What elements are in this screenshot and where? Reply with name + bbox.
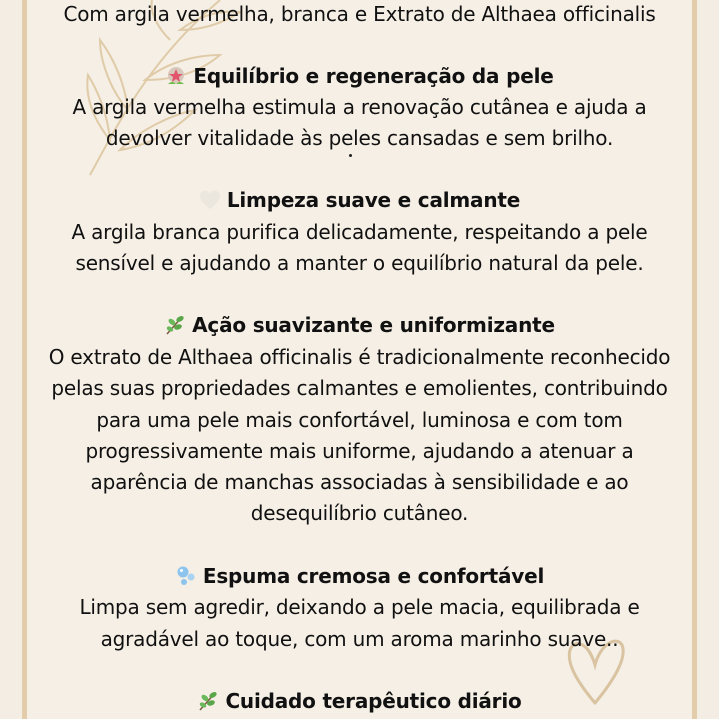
section-text-line: agradável ao toque, com um aroma marinho suave.. bbox=[100, 627, 619, 651]
section-text-line: aparência de manchas associadas à sensibilidade e ao bbox=[90, 470, 629, 494]
intro-text: Com argila vermelha, branca e Extrato de Althaea officinalis bbox=[63, 2, 656, 26]
section-text-line: devolver vitalidade às peles cansadas e sem brilho. bbox=[105, 126, 614, 150]
herb-sprig-icon bbox=[164, 314, 186, 336]
section-title-limpeza: Limpeza suave e calmante bbox=[27, 184, 692, 216]
section-title-equilibrio: Equilíbrio e regeneração da pele bbox=[27, 60, 692, 92]
section-title-cuidado: Cuidado terapêutico diário bbox=[27, 685, 692, 717]
section-text-line: O extrato de Althaea officinalis é tradicionalmente reconhecido bbox=[48, 345, 671, 369]
white-heart-icon bbox=[199, 189, 221, 211]
section-text-line: desequilíbrio cutâneo. bbox=[250, 501, 469, 525]
outer-margin-left bbox=[0, 0, 22, 719]
section-text-line: sensível e ajudando a manter o equilíbrio natural da pele. bbox=[75, 251, 644, 275]
outer-margin-right bbox=[697, 0, 719, 719]
section-text-line: Limpa sem agredir, deixando a pele macia, equilibrada e bbox=[79, 595, 640, 619]
bubbles-icon bbox=[175, 565, 197, 587]
section-text-line: A argila branca purifica delicadamente, respeitando a pele bbox=[71, 220, 648, 244]
section-text-line: A argila vermelha estimula a renovação cutânea e ajuda a bbox=[72, 95, 647, 119]
herb-sprig-icon bbox=[197, 690, 219, 712]
section-text-line: progressivamente mais uniforme, ajudando a atenuar a bbox=[85, 439, 634, 463]
section-title-espuma: Espuma cremosa e confortável bbox=[27, 560, 692, 592]
hibiscus-flower-icon bbox=[165, 65, 187, 87]
section-title-acao: Ação suavizante e uniformizante bbox=[27, 309, 692, 341]
stray-dot bbox=[349, 154, 352, 157]
section-text-line: para uma pele mais confortável, luminosa e com tom bbox=[96, 408, 623, 432]
frame-border-right bbox=[692, 0, 697, 719]
section-text-line: pelas suas propriedades calmantes e emolientes, contribuindo bbox=[51, 376, 668, 400]
